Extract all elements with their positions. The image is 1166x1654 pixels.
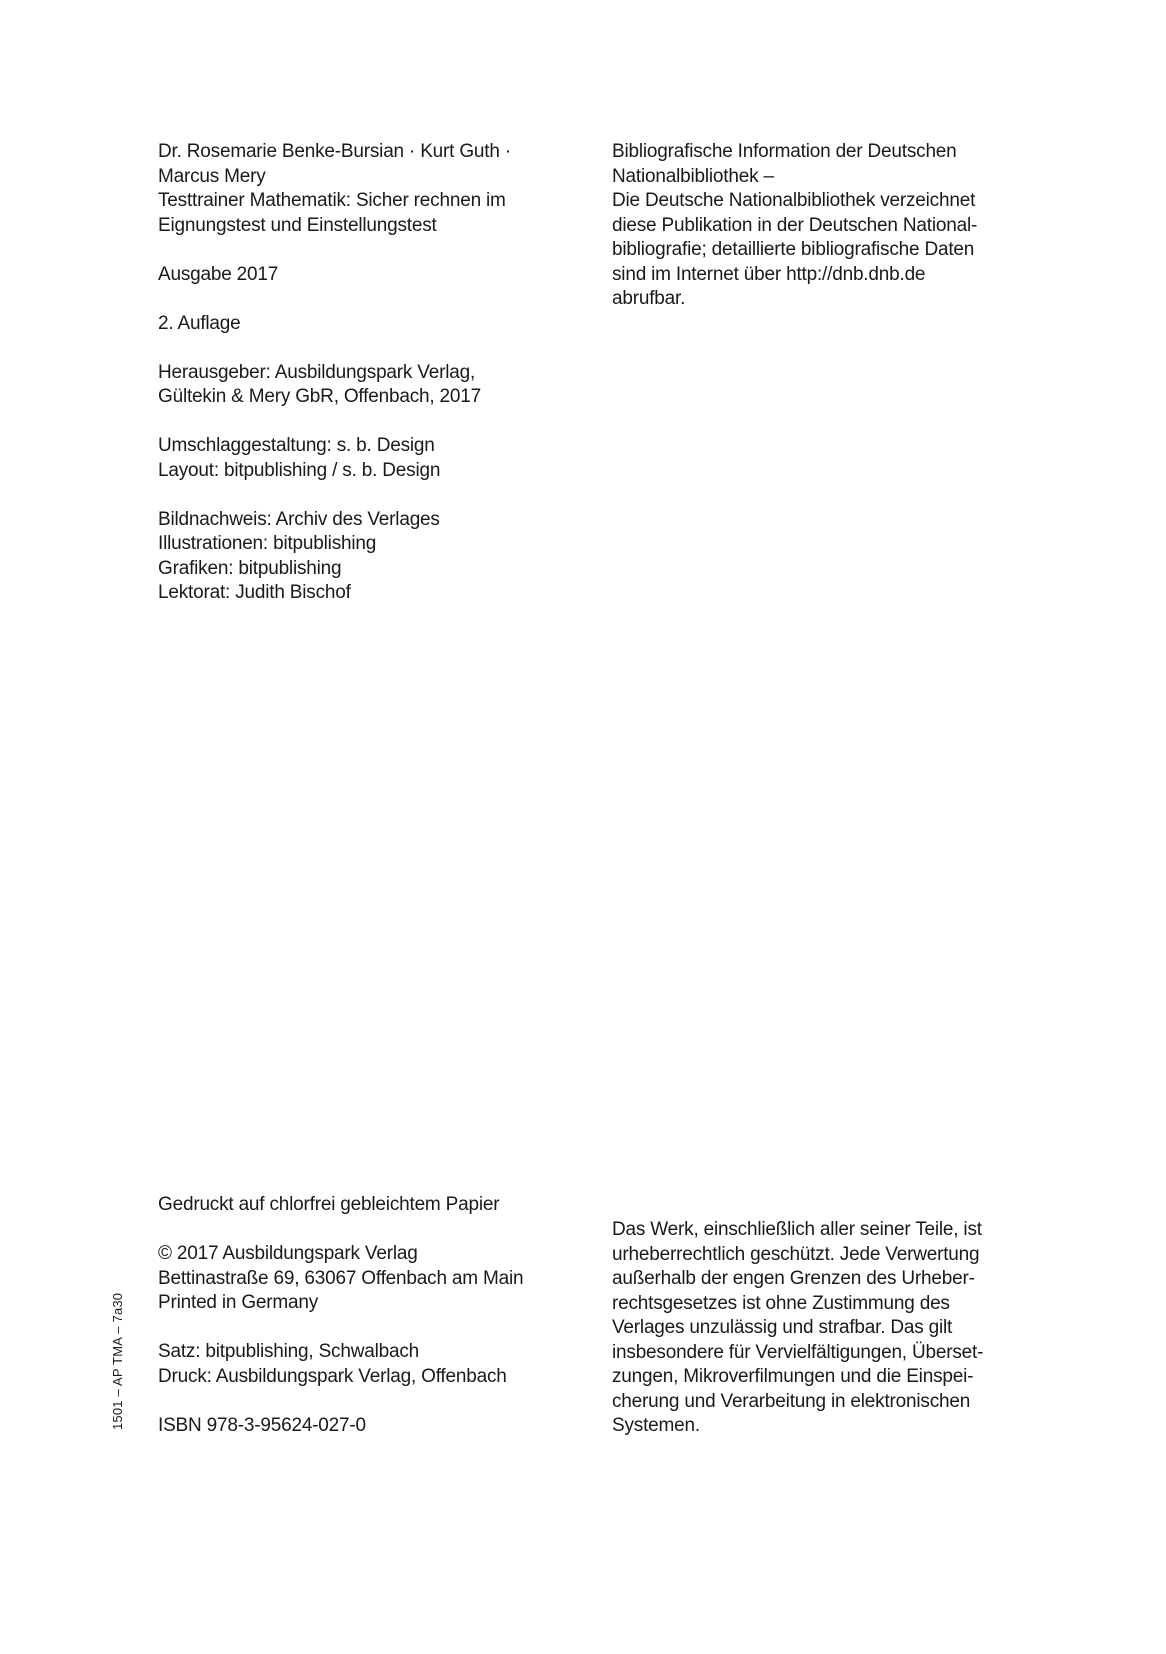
copyright-notice-line: Verlages unzulässig und strafbar. Das gilt — [612, 1317, 953, 1338]
book-title-line: Eignungstest und Einstellungstest — [158, 214, 437, 236]
copyright-notice-line: zungen, Mikroverfilmungen und die Einspei- — [612, 1366, 974, 1387]
spacer — [158, 1218, 578, 1243]
copyright-notice-line: außerhalb der engen Grenzen des Urheber- — [612, 1268, 975, 1289]
bibliographic-line: abrufbar. — [612, 288, 686, 309]
layout-credit: Layout: bitpublishing / s. b. Design — [158, 459, 441, 481]
spacer — [158, 483, 578, 508]
copyright-notice-line: insbesondere für Vervielfältigungen, Überset- — [612, 1341, 984, 1363]
book-title-line: Testtrainer Mathematik: Sicher rechnen im — [158, 190, 506, 211]
copyright-notice-block — [612, 1218, 1032, 1439]
print-job-code: 1501 – AP TMA – 7a30 — [110, 1292, 125, 1430]
photo-credit: Bildnachweis: Archiv des Verlages — [158, 508, 440, 530]
publisher-address: Bettinastraße 69, 63067 Offenbach am Main — [158, 1267, 524, 1289]
imprint-credits-block — [158, 140, 578, 606]
copyright-notice-line: rechtsgesetzes ist ohne Zustimmung des — [612, 1292, 950, 1314]
bibliographic-line: Nationalbibliothek – — [612, 165, 774, 187]
authors-line: Marcus Mery — [158, 165, 266, 187]
bibliographic-line: diese Publikation in der Deutschen National- — [612, 214, 978, 236]
printing-house-credit: Druck: Ausbildungspark Verlag, Offenbach — [158, 1365, 507, 1387]
spacer — [158, 410, 578, 435]
bibliographic-line: sind im Internet über http://dnb.dnb.de — [612, 263, 926, 285]
spacer — [158, 1389, 578, 1414]
spacer — [158, 287, 578, 312]
publisher-line: Gültekin & Mery GbR, Offenbach, 2017 — [158, 386, 482, 407]
cover-design-credit: Umschlaggestaltung: s. b. Design — [158, 435, 435, 456]
spacer — [158, 238, 578, 263]
copyright-notice-line: urheberrechtlich geschützt. Jede Verwertung — [612, 1243, 980, 1265]
copyright-notice-line: Systemen. — [612, 1415, 700, 1436]
authors-line: Dr. Rosemarie Benke-Bursian · Kurt Guth · — [158, 141, 511, 162]
bibliographic-line: Die Deutsche Nationalbibliothek verzeichnet — [612, 190, 976, 211]
spacer — [158, 336, 578, 361]
isbn-line: ISBN 978-3-95624-027-0 — [158, 1414, 366, 1436]
spacer — [158, 1316, 578, 1341]
printed-in-line: Printed in Germany — [158, 1292, 319, 1313]
copyright-notice-line: Das Werk, einschließlich aller seiner Teile, ist — [612, 1219, 982, 1240]
edition-text: Ausgabe 2017 — [158, 263, 279, 285]
editing-credit: Lektorat: Judith Bischof — [158, 582, 351, 603]
graphics-credit: Grafiken: bitpublishing — [158, 557, 342, 579]
bibliographic-line: bibliografie; detaillierte bibliografische Daten — [612, 239, 975, 260]
printing-number-text: 2. Auflage — [158, 312, 241, 334]
bibliographic-info-block — [612, 140, 1032, 312]
typesetting-credit: Satz: bitpublishing, Schwalbach — [158, 1341, 420, 1362]
bibliographic-line: Bibliografische Information der Deutschen — [612, 141, 957, 162]
copyright-line: © 2017 Ausbildungspark Verlag — [158, 1243, 418, 1264]
copyright-notice-line: cherung und Verarbeitung in elektronischen — [612, 1390, 971, 1412]
publisher-line: Herausgeber: Ausbildungspark Verlag, — [158, 361, 476, 383]
paper-note: Gedruckt auf chlorfrei gebleichtem Papier — [158, 1194, 500, 1215]
illustrations-credit: Illustrationen: bitpublishing — [158, 533, 377, 554]
printing-info-block — [158, 1193, 578, 1438]
